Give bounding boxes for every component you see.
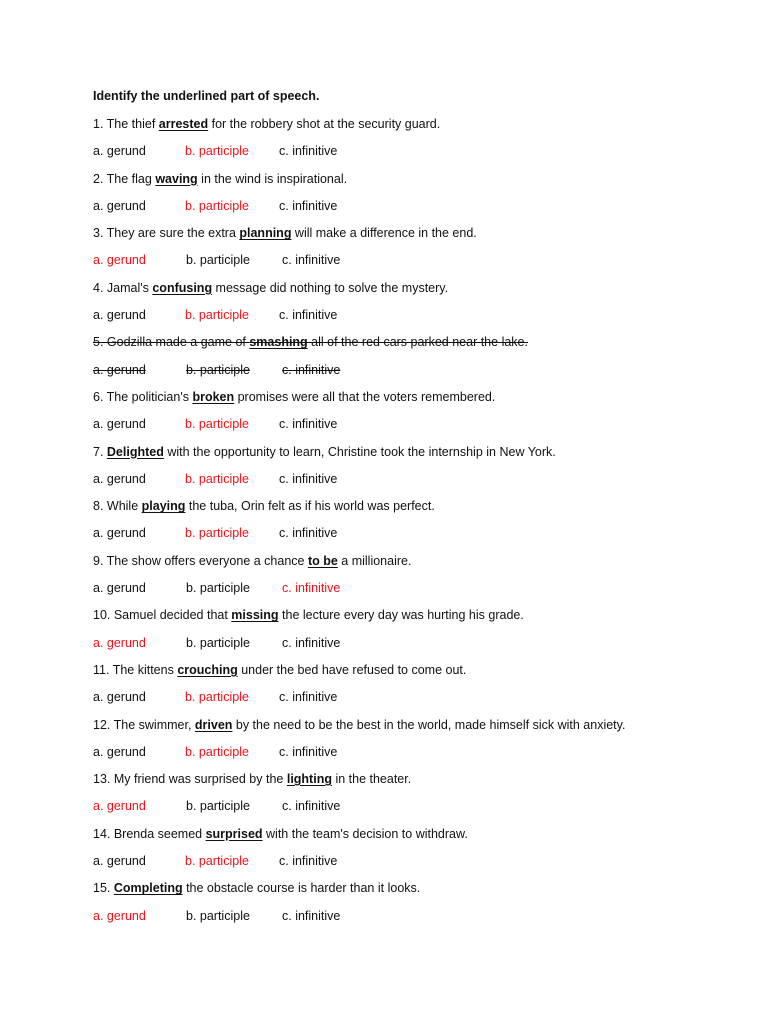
answer-option: a. gerund	[93, 744, 146, 759]
answer-option: a. gerund	[93, 581, 146, 596]
answer-option: a. gerund	[93, 526, 146, 541]
selected-answer-option: b. participle	[185, 471, 249, 486]
underlined-word: surprised	[205, 826, 263, 841]
underlined-word: waving	[155, 171, 198, 186]
question-text-start: 9. The show offers everyone a chance	[93, 553, 308, 568]
underlined-word: Completing	[113, 881, 183, 896]
answer-options-9	[93, 578, 733, 605]
question-7	[93, 442, 733, 469]
question-text-end: promises were all that the voters remembered.	[234, 389, 496, 404]
question-10	[93, 605, 733, 632]
underlined-word: Delighted	[106, 444, 164, 459]
answer-options-6	[93, 414, 733, 441]
question-text-end: the tuba, Orin felt as if his world was perfect.	[185, 499, 435, 514]
underlined-word: crouching	[177, 662, 238, 677]
underlined-word: smashing	[249, 335, 308, 350]
question-6	[93, 387, 733, 414]
question-text-start: 8. While	[93, 499, 142, 514]
question-13	[93, 769, 733, 796]
question-text-end: with the team's decision to withdraw.	[262, 826, 468, 841]
selected-answer-option: b. participle	[185, 744, 249, 759]
answer-option: b. participle	[186, 581, 250, 596]
answer-option: a. gerund	[93, 417, 146, 432]
question-text-start: 7.	[93, 444, 107, 459]
question-text-end: in the theater.	[331, 772, 412, 787]
selected-answer-option: a. gerund	[93, 635, 146, 650]
selected-answer-option: b. participle	[185, 526, 249, 541]
answer-option: c. infinitive	[279, 308, 338, 323]
answer-option: c. infinitive	[279, 526, 338, 541]
question-text-start: 14. Brenda seemed	[93, 826, 206, 841]
answer-options-14	[93, 851, 733, 878]
answer-option: c. infinitive	[279, 417, 338, 432]
underlined-word: lighting	[286, 772, 332, 787]
question-text-end: the obstacle course is harder than it looks.	[182, 881, 421, 896]
question-2	[93, 169, 733, 196]
question-text-end: in the wind is inspirational.	[197, 171, 348, 186]
underlined-word: to be	[307, 553, 338, 568]
question-text-end: all of the red cars parked near the lake.	[307, 335, 528, 350]
selected-answer-option: c. infinitive	[282, 581, 341, 596]
answer-option: c. infinitive	[282, 799, 341, 814]
question-12	[93, 715, 733, 742]
answer-option: c. infinitive	[279, 744, 338, 759]
answer-options-7	[93, 469, 733, 496]
question-text-start: 6. The politician's	[93, 389, 193, 404]
underlined-word: missing	[231, 608, 279, 623]
answer-options-10	[93, 633, 733, 660]
answer-option: c. infinitive	[279, 690, 338, 705]
underlined-word: broken	[192, 389, 235, 404]
answer-options-5	[93, 360, 733, 387]
answer-options-2	[93, 196, 733, 223]
selected-answer-option: b. participle	[185, 144, 249, 159]
answer-option: b. participle	[186, 253, 250, 268]
question-text-end: message did nothing to solve the mystery.	[212, 280, 449, 295]
answer-option: c. infinitive	[282, 362, 341, 377]
question-text-end: the lecture every day was hurting his grade.	[278, 608, 524, 623]
answer-option: c. infinitive	[282, 908, 341, 923]
answer-option: c. infinitive	[279, 854, 338, 869]
question-text-start: 13. My friend was surprised by the	[93, 772, 287, 787]
answer-option: c. infinitive	[282, 253, 341, 268]
question-11	[93, 660, 733, 687]
question-text-start: 10. Samuel decided that	[93, 608, 232, 623]
answer-option: a. gerund	[93, 144, 146, 159]
selected-answer-option: b. participle	[185, 308, 249, 323]
question-text-start: 15.	[93, 881, 114, 896]
answer-option: b. participle	[186, 799, 250, 814]
underlined-word: playing	[141, 499, 186, 514]
selected-answer-option: b. participle	[185, 417, 249, 432]
answer-option: c. infinitive	[282, 635, 341, 650]
answer-option: a. gerund	[93, 362, 146, 377]
underlined-word: planning	[239, 226, 292, 241]
answer-options-15	[93, 906, 733, 933]
selected-answer-option: b. participle	[185, 854, 249, 869]
question-text-end: under the bed have refused to come out.	[237, 662, 467, 677]
worksheet-title: Identify the underlined part of speech.	[93, 89, 320, 103]
question-text-start: 11. The kittens	[93, 662, 178, 677]
answer-option: a. gerund	[93, 854, 146, 869]
answer-option: b. participle	[186, 362, 250, 377]
worksheet	[93, 87, 733, 933]
selected-answer-option: a. gerund	[93, 799, 146, 814]
question-1	[93, 114, 733, 141]
answer-option: a. gerund	[93, 198, 146, 213]
selected-answer-option: b. participle	[185, 198, 249, 213]
answer-option: c. infinitive	[279, 198, 338, 213]
answer-options-4	[93, 305, 733, 332]
question-text-end: by the need to be the best in the world, made himself sick with anxiety.	[232, 717, 626, 732]
answer-options-1	[93, 141, 733, 168]
answer-option: a. gerund	[93, 471, 146, 486]
answer-option: b. participle	[186, 908, 250, 923]
answer-options-8	[93, 523, 733, 550]
answer-option: b. participle	[186, 635, 250, 650]
question-text-end: for the robbery shot at the security guard.	[208, 117, 441, 131]
answer-option: a. gerund	[93, 308, 146, 323]
answer-option: c. infinitive	[279, 144, 338, 159]
selected-answer-option: a. gerund	[93, 253, 146, 268]
question-text-end: a millionaire.	[337, 553, 412, 568]
question-text-end: will make a difference in the end.	[291, 226, 477, 241]
answer-option: c. infinitive	[279, 471, 338, 486]
answer-options-12	[93, 742, 733, 769]
question-14	[93, 824, 733, 851]
answer-option: a. gerund	[93, 690, 146, 705]
question-text-start: 2. The flag	[93, 171, 156, 186]
underlined-word: arrested	[158, 117, 209, 131]
question-9	[93, 551, 733, 578]
question-4	[93, 278, 733, 305]
question-8	[93, 496, 733, 523]
question-list	[93, 114, 733, 933]
selected-answer-option: a. gerund	[93, 908, 146, 923]
underlined-word: confusing	[152, 280, 213, 295]
question-text-start: 1. The thief	[93, 117, 159, 131]
question-text-start: 5. Godzilla made a game of	[93, 335, 250, 350]
question-5	[93, 332, 733, 359]
underlined-word: driven	[194, 717, 233, 732]
question-text-start: 12. The swimmer,	[93, 717, 195, 732]
selected-answer-option: b. participle	[185, 690, 249, 705]
answer-options-13	[93, 796, 733, 823]
question-text-start: 3. They are sure the extra	[93, 226, 240, 241]
question-15	[93, 878, 733, 905]
question-3	[93, 223, 733, 250]
question-text-start: 4. Jamal's	[93, 280, 153, 295]
question-text-end: with the opportunity to learn, Christine took the internship in New York.	[163, 444, 556, 459]
answer-options-3	[93, 250, 733, 277]
answer-options-11	[93, 687, 733, 714]
